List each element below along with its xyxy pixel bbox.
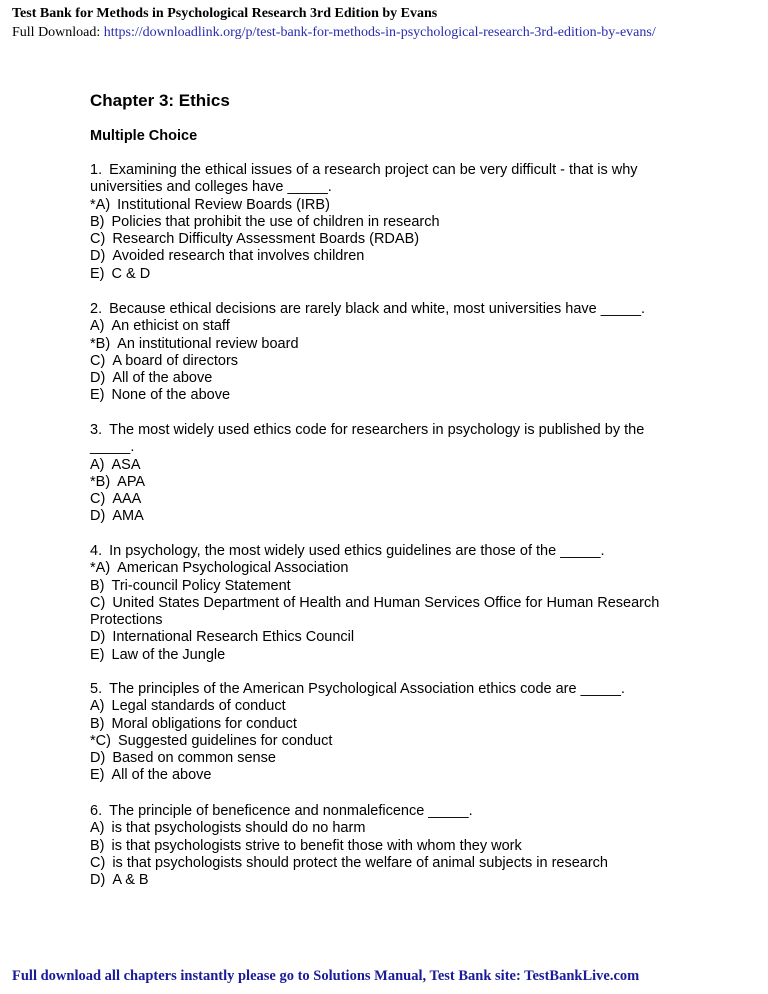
answer-option [90, 872, 675, 889]
answer-option [90, 578, 675, 595]
option-text: Institutional Review Boards (IRB) [117, 196, 330, 213]
question-number: 3. [90, 422, 103, 438]
question-text: The principle of beneficence and nonmaleficence _____. [109, 803, 473, 819]
question-stem [90, 681, 675, 698]
question-text: The principles of the American Psychological Association ethics code are _____. [109, 681, 625, 697]
option-text: A & B [112, 872, 149, 889]
download-line [12, 25, 656, 41]
option-label: *A) [90, 196, 111, 213]
option-label: *C) [90, 732, 111, 749]
answer-option [90, 248, 675, 265]
option-text: Legal standards of conduct [111, 698, 286, 715]
option-text: ASA [111, 456, 141, 473]
answer-option [90, 716, 675, 733]
option-text: AAA [112, 491, 142, 508]
download-link[interactable]: https://downloadlink.org/p/test-bank-for-methods-in-psychological-research-3rd-edition-by-evans/ [103, 25, 656, 40]
question-6 [90, 803, 675, 889]
option-text: is that psychologists should do no harm [111, 820, 366, 837]
download-label: Full Download: [12, 25, 101, 40]
option-label: D) [90, 370, 106, 387]
answer-option [90, 750, 675, 767]
answer-option [90, 491, 675, 508]
answer-option [90, 370, 675, 387]
option-label: *B) [90, 473, 111, 490]
answer-option [90, 474, 675, 491]
option-text: None of the above [111, 387, 231, 404]
option-label: E) [90, 767, 105, 784]
option-label: B) [90, 577, 105, 594]
question-stem [90, 301, 675, 318]
option-text: is that psychologists strive to benefit those with whom they work [111, 837, 522, 854]
answer-option [90, 733, 675, 750]
option-text: Suggested guidelines for conduct [117, 732, 333, 749]
option-label: D) [90, 248, 106, 265]
option-text: C & D [111, 265, 151, 282]
option-label: C) [90, 352, 106, 369]
answer-option [90, 214, 675, 231]
option-text: An ethicist on staff [111, 318, 230, 335]
option-text: United States Department of Health and Human Services Office for Human Research Protections [90, 594, 660, 629]
option-label: E) [90, 265, 105, 282]
answer-option [90, 387, 675, 404]
option-label: D) [90, 872, 106, 889]
answer-option [90, 698, 675, 715]
option-label: B) [90, 837, 105, 854]
option-label: B) [90, 715, 105, 732]
question-stem [90, 803, 675, 820]
answer-option [90, 560, 675, 577]
question-text: Because ethical decisions are rarely black and white, most universities have _____. [109, 301, 646, 317]
option-text: American Psychological Association [117, 560, 349, 577]
question-3 [90, 422, 675, 526]
question-number: 5. [90, 681, 103, 697]
option-label: A) [90, 820, 105, 837]
option-text: AMA [112, 508, 144, 525]
question-number: 1. [90, 162, 103, 178]
option-text: All of the above [111, 767, 212, 784]
section-title: Multiple Choice [90, 128, 198, 144]
answer-option [90, 266, 675, 283]
answer-option [90, 336, 675, 353]
question-4 [90, 543, 675, 664]
option-label: A) [90, 318, 105, 335]
option-label: E) [90, 646, 105, 663]
answer-option [90, 595, 675, 630]
option-label: B) [90, 213, 105, 230]
answer-option [90, 838, 675, 855]
question-text: In psychology, the most widely used ethics guidelines are those of the _____. [109, 543, 605, 559]
option-text: An institutional review board [117, 335, 299, 352]
answer-option [90, 318, 675, 335]
question-stem [90, 422, 675, 457]
option-label: E) [90, 387, 105, 404]
answer-option [90, 231, 675, 248]
answer-option [90, 353, 675, 370]
question-text: Examining the ethical issues of a research project can be very difficult - that is why universities and colleges have _____. [90, 162, 638, 196]
question-2 [90, 301, 675, 405]
option-label: A) [90, 698, 105, 715]
option-text: Law of the Jungle [111, 646, 226, 663]
option-text: Research Difficulty Assessment Boards (RDAB) [112, 231, 420, 248]
document-header-title: Test Bank for Methods in Psychological Research 3rd Edition by Evans [12, 6, 438, 21]
answer-option [90, 197, 675, 214]
option-label: D) [90, 508, 106, 525]
answer-option [90, 508, 675, 525]
option-label: *B) [90, 335, 111, 352]
option-label: C) [90, 594, 106, 611]
option-text: Tri-council Policy Statement [111, 577, 291, 594]
answer-option [90, 647, 675, 664]
option-label: *A) [90, 560, 111, 577]
question-text: The most widely used ethics code for researchers in psychology is published by the _____. [90, 422, 645, 456]
question-number: 2. [90, 301, 103, 317]
question-stem [90, 543, 675, 560]
option-text: A board of directors [112, 352, 239, 369]
option-text: Policies that prohibit the use of children in research [111, 213, 440, 230]
option-label: C) [90, 231, 106, 248]
option-text: Avoided research that involves children [112, 248, 365, 265]
option-text: Moral obligations for conduct [111, 715, 297, 732]
question-5 [90, 681, 675, 785]
option-label: D) [90, 629, 106, 646]
option-text: All of the above [112, 370, 213, 387]
question-1 [90, 162, 675, 283]
chapter-title: Chapter 3: Ethics [90, 91, 230, 110]
answer-option [90, 629, 675, 646]
option-label: C) [90, 854, 106, 871]
option-text: International Research Ethics Council [112, 629, 355, 646]
option-label: A) [90, 456, 105, 473]
option-text: Based on common sense [112, 750, 276, 767]
question-stem [90, 162, 675, 197]
answer-option [90, 855, 675, 872]
question-number: 6. [90, 803, 103, 819]
footer-promo[interactable]: Full download all chapters instantly please go to Solutions Manual, Test Bank site: TestBankLive.com [12, 968, 640, 984]
option-text: APA [117, 473, 146, 490]
option-text: is that psychologists should protect the welfare of animal subjects in research [112, 854, 608, 871]
question-number: 4. [90, 543, 103, 559]
option-label: C) [90, 491, 106, 508]
answer-option [90, 820, 675, 837]
answer-option [90, 457, 675, 474]
option-label: D) [90, 750, 106, 767]
answer-option [90, 767, 675, 784]
